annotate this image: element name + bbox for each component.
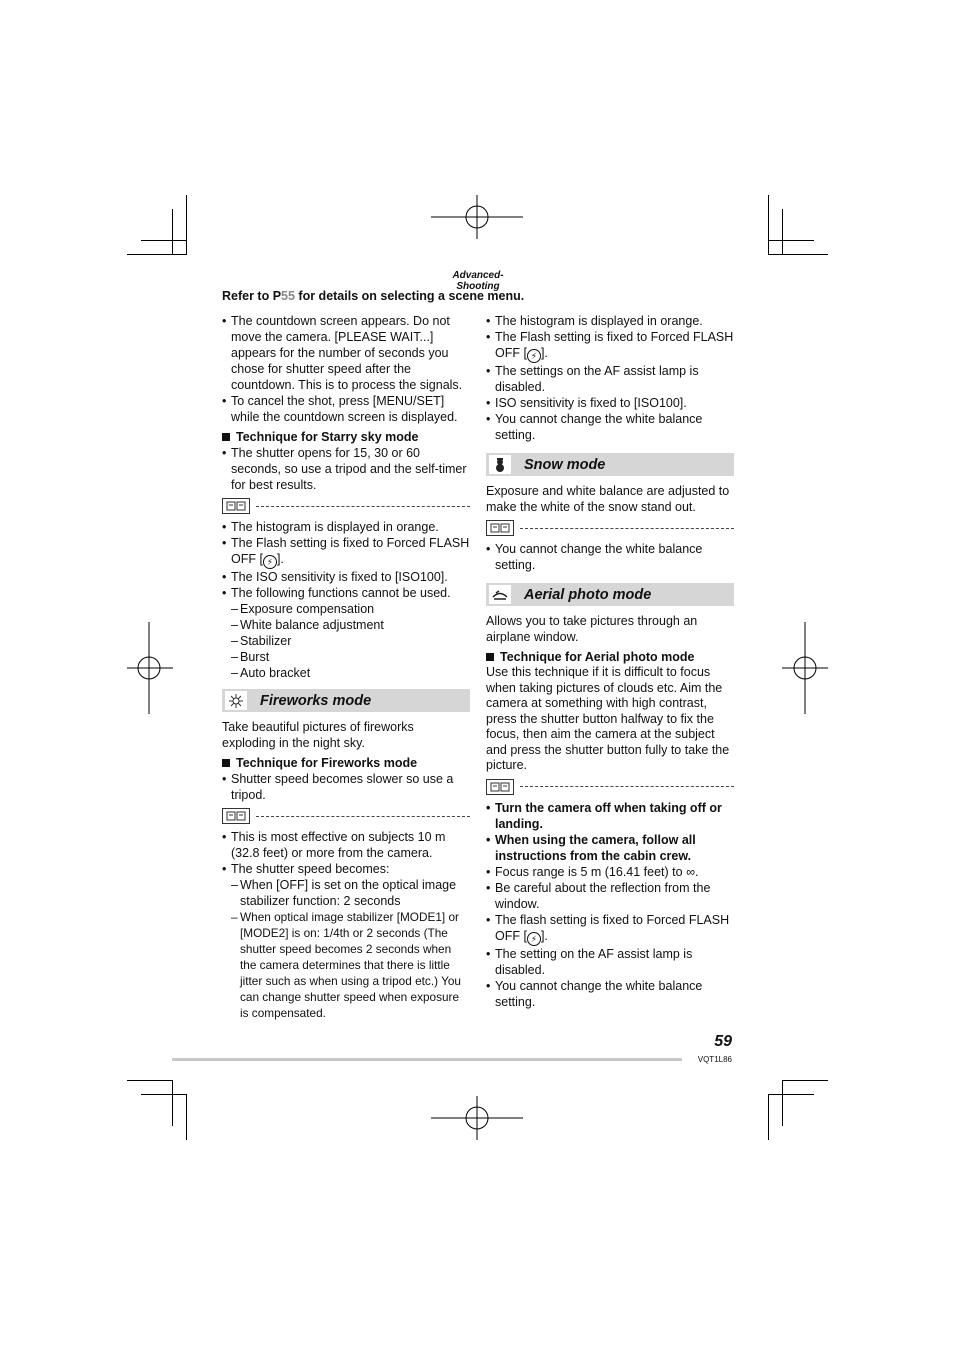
- fireworks-description: Take beautiful pictures of fireworks exploding in the night sky.: [222, 720, 414, 750]
- list-item: • The setting on the AF assist lamp is disabled.: [486, 946, 734, 978]
- list-item: – Auto bracket: [222, 665, 470, 681]
- aerial-mode-title: Aerial photo mode: [524, 586, 652, 603]
- registration-mark-bottom: [431, 1096, 523, 1140]
- square-bullet-icon: [486, 653, 494, 661]
- list-item: • The following functions cannot be used.: [222, 585, 470, 601]
- list-item: – White balance adjustment: [222, 617, 470, 633]
- note-icon: [222, 498, 250, 514]
- list-item: • The settings on the AF assist lamp is disabled.: [486, 363, 734, 395]
- list-item: • ISO sensitivity is fixed to [ISO100].: [486, 395, 734, 411]
- section-label: Advanced-Shooting: [452, 270, 504, 292]
- list-item: • The ISO sensitivity is fixed to [ISO100].: [222, 569, 470, 585]
- snow-mode-title: Snow mode: [524, 456, 606, 473]
- model-code: VQT1L86: [697, 1055, 732, 1064]
- list-item: • You cannot change the white balance setting.: [486, 411, 734, 443]
- page-reference-link[interactable]: 55: [281, 289, 295, 303]
- list-item: • The histogram is displayed in orange.: [486, 313, 734, 329]
- page-number: 59: [714, 1033, 732, 1050]
- list-item: – Stabilizer: [222, 633, 470, 649]
- note-icon: [222, 808, 250, 824]
- aerial-technique-heading: Technique for Aerial photo mode: [486, 649, 734, 665]
- list-item: • The shutter speed becomes:: [222, 861, 470, 877]
- registration-mark-left: [127, 622, 173, 714]
- list-item: • This is most effective on subjects 10 m (32.8 feet) or more from the camera.: [222, 829, 470, 861]
- note-divider: [486, 779, 734, 795]
- list-item: • You cannot change the white balance setting.: [486, 978, 734, 1010]
- note-divider: [486, 520, 734, 536]
- flash-off-icon: ⚡: [527, 349, 541, 363]
- list-item: • To cancel the shot, press [MENU/SET] while the countdown screen is displayed.: [222, 393, 470, 425]
- list-item: • The countdown screen appears. Do not move the camera. [PLEASE WAIT...] appears for the number of seconds you chose for shutter speed after the countdown. This is to process the signals.: [222, 313, 470, 393]
- footer-bar: [172, 1058, 682, 1061]
- snow-description: Exposure and white balance are adjusted to make the white of the snow stand out.: [486, 484, 730, 514]
- flash-off-icon: ⚡: [263, 555, 277, 569]
- list-item: • You cannot change the white balance setting.: [486, 541, 734, 573]
- snow-mode-header: [486, 453, 734, 476]
- note-divider: [222, 808, 470, 824]
- list-item: – When optical image stabilizer [MODE1] or [MODE2] is on: 1/4th or 2 seconds (The shutter speed becomes 2 seconds when the camera determines that there is little jitter such as when using a tripod etc.) You can change shutter speed when exposure is compensated.: [222, 909, 470, 1021]
- note-icon: [486, 520, 514, 536]
- airplane-icon: [489, 585, 511, 604]
- snowman-icon: [489, 455, 511, 474]
- list-item: • When using the camera, follow all instructions from the cabin crew.: [486, 832, 734, 864]
- list-item: • Shutter speed becomes slower so use a tripod.: [222, 771, 470, 803]
- aerial-technique-text: Use this technique if it is difficult to focus when taking pictures of clouds etc. Aim the camera at something with high contrast, press the shutter button halfway to fix the focus, then aim the camera at the subject and press the shutter button fully to take the picture.: [486, 665, 730, 772]
- list-item: • The shutter opens for 15, 30 or 60 seconds, so use a tripod and the self-timer for best results.: [222, 445, 470, 493]
- aerial-mode-header: [486, 583, 734, 606]
- list-item: • The histogram is displayed in orange.: [222, 519, 470, 535]
- aerial-description: Allows you to take pictures through an airplane window.: [486, 614, 698, 644]
- fireworks-mode-title: Fireworks mode: [260, 692, 372, 709]
- fireworks-icon: [225, 691, 247, 710]
- note-icon: [486, 779, 514, 795]
- registration-mark-top: [431, 195, 523, 239]
- note-divider: [222, 498, 470, 514]
- list-item: – Burst: [222, 649, 470, 665]
- infinity-icon: ∞: [686, 864, 695, 879]
- intro-line: [222, 289, 524, 303]
- list-item: • Turn the camera off when taking off or landing.: [486, 800, 734, 832]
- list-item: • The Flash setting is fixed to Forced FLASH OFF [ ⚡ ].: [222, 535, 470, 569]
- list-item: • The flash setting is fixed to Forced FLASH OFF [ ⚡ ].: [486, 912, 734, 946]
- list-item: – Exposure compensation: [222, 601, 470, 617]
- flash-off-icon: ⚡: [527, 932, 541, 946]
- starry-technique-heading: Technique for Starry sky mode: [222, 429, 470, 445]
- list-item: – When [OFF] is set on the optical image stabilizer function: 2 seconds: [222, 877, 470, 909]
- list-item: • Be careful about the reflection from the window.: [486, 880, 734, 912]
- registration-mark-right: [782, 622, 828, 714]
- intro-suffix: for details on selecting a scene menu.: [294, 289, 525, 303]
- fireworks-mode-header: [222, 689, 470, 712]
- list-item: • The Flash setting is fixed to Forced FLASH OFF [ ⚡ ].: [486, 329, 734, 363]
- square-bullet-icon: [222, 433, 230, 441]
- square-bullet-icon: [222, 759, 230, 767]
- list-item: • Focus range is 5 m (16.41 feet) to ∞.: [486, 864, 734, 880]
- left-column: [222, 313, 470, 1021]
- intro-prefix: Refer to P: [222, 289, 282, 303]
- right-column: [486, 313, 734, 1010]
- fireworks-technique-heading: Technique for Fireworks mode: [222, 755, 470, 771]
